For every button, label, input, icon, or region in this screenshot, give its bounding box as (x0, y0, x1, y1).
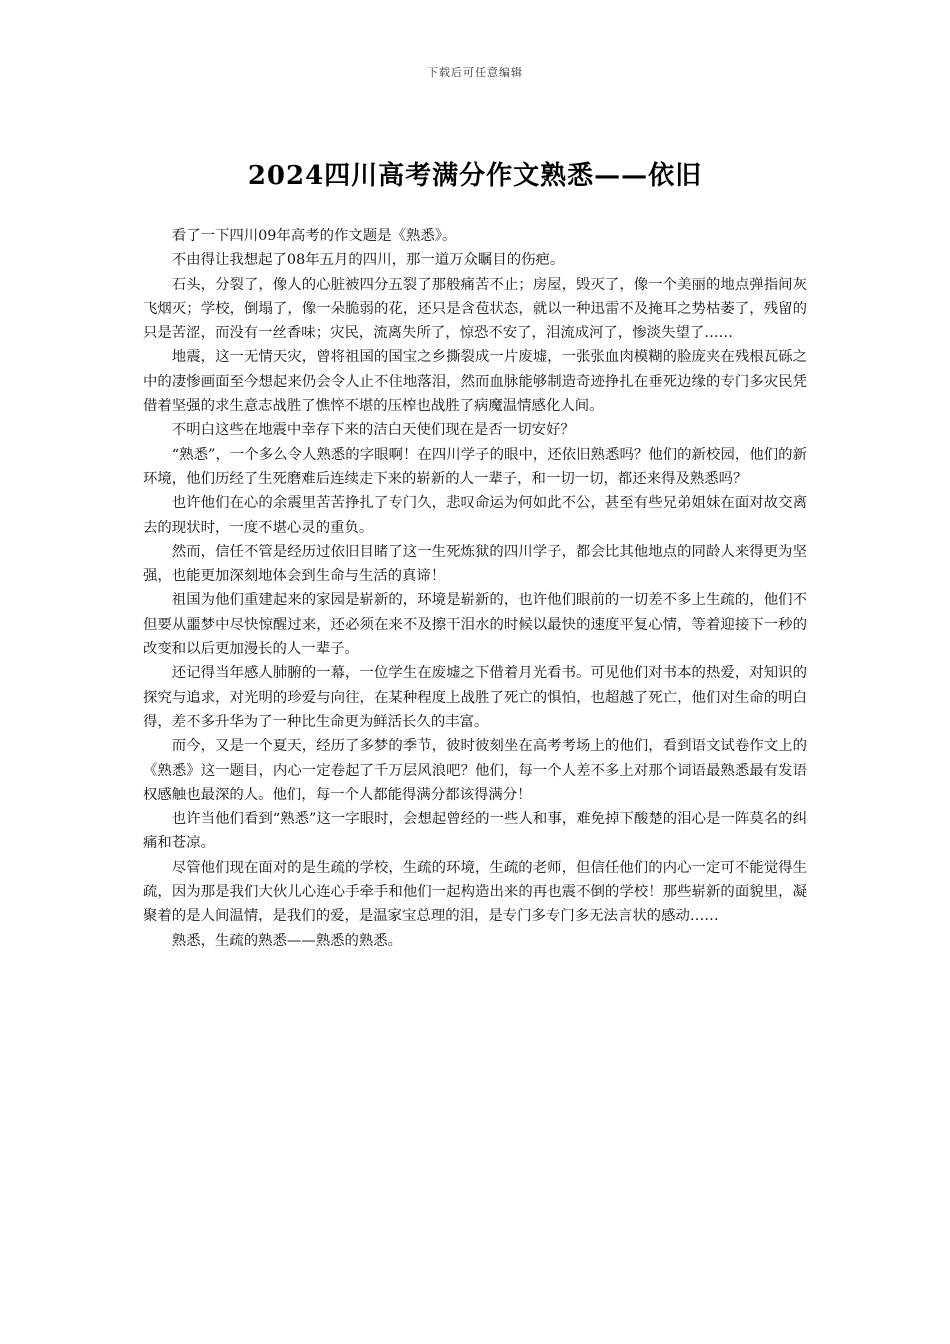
paragraph: 也许当他们看到“熟悉”这一字眼时，会想起曾经的一些人和事，难免掉下酸楚的泪心是一阵莫名的纠痛和苍凉。 (143, 811, 807, 852)
paragraph: 熟悉，生疏的熟悉——熟悉的熟悉。 (171, 932, 403, 949)
paragraph: 然而，信任不管是经历过依旧目睹了这一生死炼狱的四川学子，都会比其他地点的同龄人来得更为坚强，也能更加深刻地体会到生命与生活的真谛！ (143, 543, 807, 585)
paragraph: 看了一下四川09年高考的作文题是《熟悉》。 (171, 228, 457, 244)
paragraph: 祖国为他们重建起来的家园是崭新的，环境是崭新的，也许他们眼前的一切差不多上生疏的，他们不但要从噩梦中尽快惊醒过来，还必须在来不及擦干泪水的时候以最快的速度平复心情，等着迎接下一秒的改变和以后更加漫长的人一辈子。 (143, 592, 807, 658)
paragraph: 尽管他们现在面对的是生疏的学校，生疏的环境，生疏的老师，但信任他们的内心一定可不能觉得生疏，因为那是我们大伙儿心连心手牵手和他们一起构造出来的再也震不倒的学校！那些崭新的面貌里，凝聚着的是人间温情，是我们的爱，是温家宝总理的泪，是专门多专门多无法言状的感动…… (143, 859, 807, 925)
paragraph: 还记得当年感人肺腑的一幕，一位学生在废墟之下借着月光看书。可见他们对书本的热爱，对知识的探究与追求，对光明的珍爱与向往，在某种程度上战胜了死亡的惧怕，也超越了死亡，他们对生命的明白得，差不多升华为了一种比生命更为鲜活长久的丰富。 (143, 665, 807, 730)
document-title: 2024四川高考满分作文熟悉——依旧 (247, 161, 703, 191)
paragraph: 不由得让我想起了08年五月的四川，那一道万众瞩目的伤疤。 (171, 252, 565, 269)
paragraph: 不明白这些在地震中幸存下来的洁白天使们现在是否一切安好？ (171, 422, 575, 439)
document-body (143, 224, 807, 953)
paragraph: 而今，又是一个夏天，经历了多梦的季节，彼时彼刻坐在高考考场上的他们，看到语文试卷作文上的《熟悉》这一题目，内心一定卷起了千万层风浪吧？他们，每一个人差不多上对那个词语最熟悉最有发语权感触也最深的人。他们，每一个人都能得满分都该得满分！ (143, 738, 807, 803)
paragraph: 石头，分裂了，像人的心脏被四分五裂了那般痛苦不止；房屋，毁灭了，像一个美丽的地点弹指间灰飞烟灭；学校，倒塌了，像一朵脆弱的花，还只是含苞状态，就以一种迅雷不及掩耳之势枯萎了，残留的只是苦涩，而没有一丝香味；灾民，流离失所了，惊恐不安了，泪流成河了，惨淡失望了…… (143, 276, 807, 342)
paragraph: 也许他们在心的余震里苦苦挣扎了专门久，悲叹命运为何如此不公，甚至有些兄弟姐妹在面对故交离去的现状时，一度不堪心灵的重负。 (143, 495, 807, 536)
header-note: 下载后可任意编辑 (427, 66, 523, 79)
paragraph: “熟悉”，一个多么令人熟悉的字眼啊！在四川学子的眼中，还依旧熟悉吗？他们的新校园，他们的新环境，他们历经了生死磨难后连续走下来的崭新的人一辈子，和一切一切，都还来得及熟悉吗？ (143, 446, 807, 487)
paragraph: 地震，这一无情天灾，曾将祖国的国宝之乡撕裂成一片废墟，一张张血肉模糊的脸庞夹在残根瓦砾之中的凄惨画面至今想起来仍会令人止不住地落泪，然而血脉能够制造奇迹挣扎在垂死边缘的专门多灾民凭借着坚强的求生意志战胜了憔悴不堪的压榨也战胜了病魔温情感化人间。 (143, 349, 807, 415)
